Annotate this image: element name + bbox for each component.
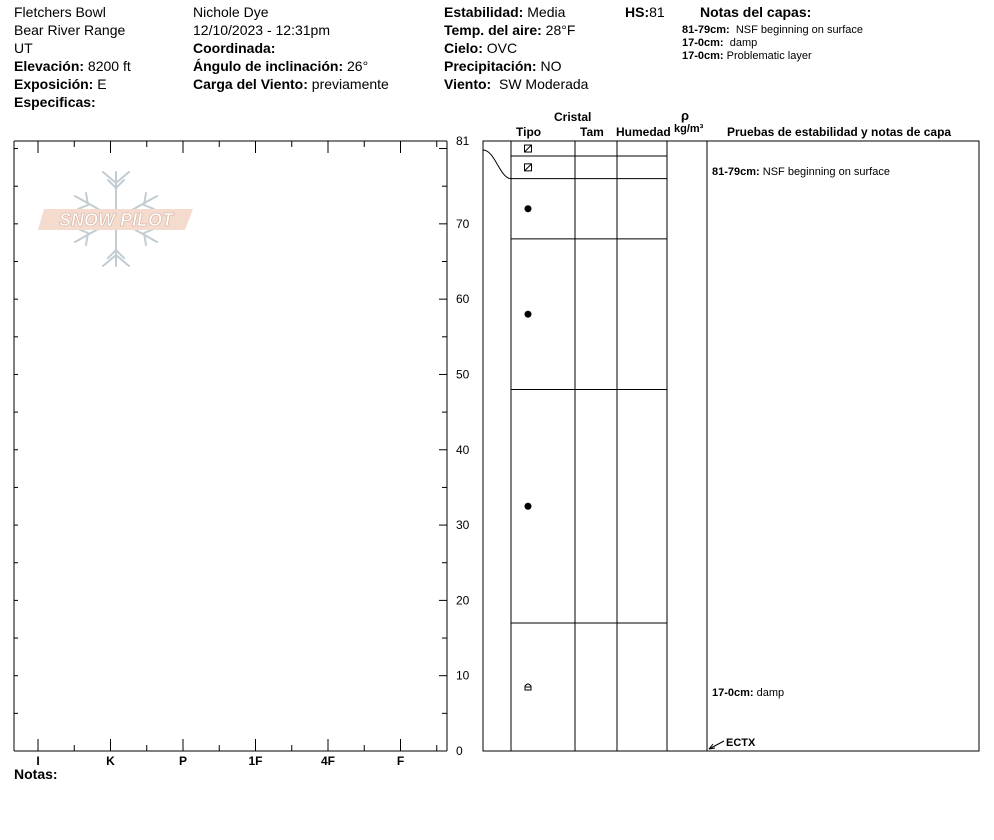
rounded-grain-icon bbox=[525, 311, 532, 318]
stability-note-text: damp bbox=[756, 687, 785, 699]
stability-label: Estabilidad: bbox=[444, 4, 524, 20]
depth-hoar-icon bbox=[525, 684, 531, 690]
hs-value: 81 bbox=[649, 4, 665, 20]
depth-tick-label: 70 bbox=[456, 216, 470, 231]
aspect-value: E bbox=[97, 76, 107, 92]
air-temp-label: Temp. del aire: bbox=[444, 22, 542, 38]
stability-note-text: NSF beginning on surface bbox=[762, 166, 890, 178]
slope-value: 26° bbox=[347, 58, 369, 74]
elevation-value: 8200 ft bbox=[87, 58, 131, 74]
depth-tick-label: 50 bbox=[456, 367, 470, 382]
layer-note-range: 81-79cm: bbox=[682, 24, 730, 36]
layer-note-range: 17-0cm: bbox=[682, 50, 724, 62]
layer-note-text: damp bbox=[729, 37, 758, 49]
notes-label: Notas: bbox=[14, 766, 58, 782]
depth-tick-label: 81 bbox=[456, 134, 470, 148]
datetime: 12/10/2023 - 12:31pm bbox=[193, 22, 330, 38]
decomposing-fragment-icon-slash bbox=[525, 164, 532, 171]
wind-value: SW Moderada bbox=[498, 76, 589, 92]
ectx-pointer-line bbox=[709, 741, 724, 749]
precip-label: Precipitación: bbox=[444, 58, 537, 74]
rounded-grain-icon bbox=[525, 503, 532, 510]
location-name: Fletchers Bowl bbox=[14, 4, 106, 20]
stability-note-range: 81-79cm: bbox=[712, 166, 760, 178]
wind-loading-label: Carga del Viento: bbox=[193, 76, 308, 92]
header-cristal: Cristal bbox=[554, 110, 592, 124]
observer: Nichole Dye bbox=[193, 4, 269, 20]
sky-label: Cielo: bbox=[444, 40, 483, 56]
layer-notes-title: Notas del capas: bbox=[700, 4, 812, 20]
depth-tick-label: 0 bbox=[456, 744, 463, 758]
wind-loading-value: previamente bbox=[311, 76, 389, 92]
state: UT bbox=[14, 40, 33, 56]
logo-text: SNOW PILOT bbox=[59, 210, 173, 230]
snowpilot-logo bbox=[38, 172, 193, 266]
header-density-unit: kg/m³ bbox=[674, 123, 704, 135]
aspect-label: Exposición: bbox=[14, 76, 94, 92]
precip-value: NO bbox=[540, 58, 562, 74]
header-rho: ρ bbox=[681, 108, 690, 123]
depth-tick-label: 10 bbox=[456, 668, 470, 683]
hardness-tick-label: K bbox=[106, 754, 115, 768]
ectx-test-result: ECTX bbox=[726, 737, 756, 749]
layer-note-range: 17-0cm: bbox=[682, 37, 724, 49]
hardness-tick-label: 1F bbox=[248, 754, 263, 768]
header-stability-tests: Pruebas de estabilidad y notas de capa bbox=[727, 125, 952, 139]
hs-label: HS: bbox=[625, 4, 650, 20]
header-tam: Tam bbox=[580, 125, 604, 139]
specifics-label: Especificas: bbox=[14, 94, 96, 110]
depth-tick-label: 30 bbox=[456, 518, 470, 533]
wind-label: Viento: bbox=[444, 76, 492, 92]
air-temp-value: 28°F bbox=[545, 22, 576, 38]
depth-tick-label: 40 bbox=[456, 442, 470, 457]
mountain-range: Bear River Range bbox=[14, 22, 126, 38]
layer-connector-line bbox=[483, 150, 511, 179]
layer-note-text: NSF beginning on surface bbox=[735, 24, 864, 36]
elevation-label: Elevación: bbox=[14, 58, 85, 74]
rounded-grain-icon bbox=[525, 205, 532, 212]
slope-label: Ángulo de inclinación: bbox=[193, 58, 344, 74]
sky-value: OVC bbox=[486, 40, 518, 56]
stability-note-range: 17-0cm: bbox=[712, 687, 754, 699]
depth-tick-label: 20 bbox=[456, 593, 470, 608]
header-humedad: Humedad bbox=[616, 125, 671, 139]
hardness-tick-label: P bbox=[178, 754, 188, 768]
coordinates-label: Coordinada: bbox=[193, 40, 276, 56]
hardness-tick-label: 4F bbox=[320, 754, 336, 768]
decomposing-fragment-icon-slash bbox=[525, 145, 532, 152]
layer-note-text: Problematic layer bbox=[726, 50, 812, 62]
hardness-tick-label: F bbox=[396, 754, 405, 768]
stability-value: Media bbox=[527, 4, 566, 20]
table-frame bbox=[483, 141, 979, 751]
hardness-tick-label: I bbox=[36, 754, 40, 768]
depth-tick-label: 60 bbox=[456, 292, 470, 307]
layer-table bbox=[483, 141, 979, 751]
header-tipo: Tipo bbox=[516, 125, 542, 139]
